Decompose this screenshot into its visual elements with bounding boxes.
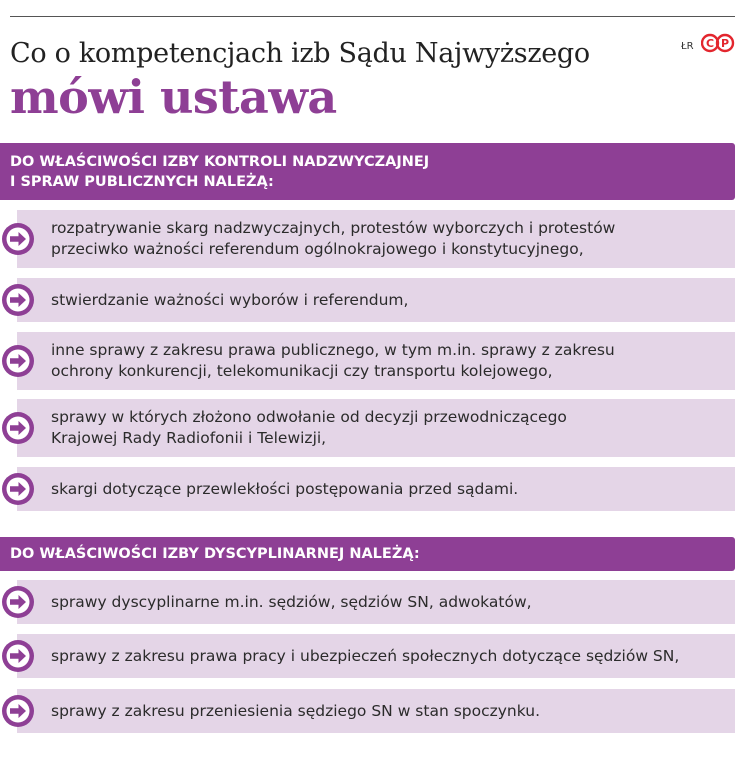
section-heading-text: DO WŁAŚCIWOŚCI IZBY DYSCYPLINARNEJ NALEŻĄ: xyxy=(10,546,420,562)
page-title: Co o kompetencjach izb Sądu Najwyższego xyxy=(10,38,590,69)
arrow-right-circle-icon xyxy=(0,693,36,729)
list-item xyxy=(17,580,735,624)
top-rule xyxy=(10,16,735,17)
section-heading-text: DO WŁAŚCIWOŚCI IZBY KONTROLI NADZWYCZAJNEJ I SPRAW PUBLICZNYCH NALEŻĄ: xyxy=(10,153,430,190)
arrow-right-circle-icon xyxy=(0,343,36,379)
list-item-text: inne sprawy z zakresu prawa publicznego, w tym m.in. sprawy z zakresu ochrony konkurencji, telekomunikacji czy transportu kolejowego, xyxy=(51,341,615,380)
section-heading-kontroli-nadzwyczajnej xyxy=(0,143,735,200)
list-item-text: sprawy w których złożono odwołanie od decyzji przewodniczącego Krajowej Rady Radiofonii i Telewizji, xyxy=(51,408,567,447)
arrow-right-circle-icon xyxy=(0,471,36,507)
arrow-right-circle-icon xyxy=(0,584,36,620)
list-item-text: sprawy dyscyplinarne m.in. sędziów, sędziów SN, adwokatów, xyxy=(51,592,532,611)
cp-logo xyxy=(701,33,735,53)
list-item-text: stwierdzanie ważności wyborów i referendum, xyxy=(51,290,409,309)
author-credit: ŁR xyxy=(681,41,694,52)
section-heading-dyscyplinarnej xyxy=(0,537,735,571)
list-item-text: skargi dotyczące przewlekłości postępowania przed sądami. xyxy=(51,479,519,498)
arrow-right-circle-icon xyxy=(0,282,36,318)
list-item xyxy=(17,332,735,390)
list-item-text: rozpatrywanie skarg nadzwyczajnych, protestów wyborczych i protestów przeciwko ważności referendum ogólnokrajowego i konstytucyjnego, xyxy=(51,219,616,258)
arrow-right-circle-icon xyxy=(0,638,36,674)
arrow-right-circle-icon xyxy=(0,221,36,257)
list-item xyxy=(17,634,735,678)
logo-letter-c: C xyxy=(705,37,715,50)
list-item xyxy=(17,467,735,511)
list-item xyxy=(17,278,735,322)
logo-letter-p: P xyxy=(720,37,730,50)
arrow-right-circle-icon xyxy=(0,410,36,446)
list-item-text: sprawy z zakresu prawa pracy i ubezpieczeń społecznych dotyczące sędziów SN, xyxy=(51,646,680,665)
page-subtitle: mówi ustawa xyxy=(10,70,337,124)
list-item-text: sprawy z zakresu przeniesienia sędziego SN w stan spoczynku. xyxy=(51,701,540,720)
list-item xyxy=(17,689,735,733)
list-item xyxy=(17,210,735,268)
list-item xyxy=(17,399,735,457)
